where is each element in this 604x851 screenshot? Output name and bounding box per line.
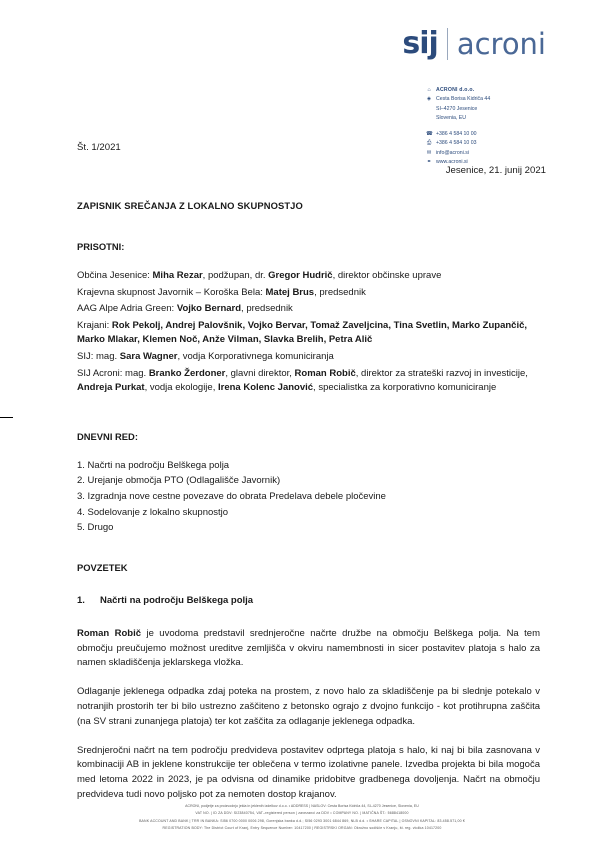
envelope-icon: ✉ [426,149,432,156]
emphasised-text: Gregor Hudrič [268,270,333,281]
company-logo [346,24,546,64]
agenda-item: 1. Načrti na področju Belškega polja [77,459,230,471]
emphasised-text: Vojko Bernard [176,303,242,315]
contact-email-row [426,149,546,158]
contact-address-row [426,95,546,104]
place-and-date: Jesenice, 21. junij 2021 [445,165,546,176]
contact-address-row3 [426,114,546,123]
agenda-item: 4. Sodelovanje z lokalno skupnostjo [77,506,229,518]
plain-text: , direktor za strateški razvoj in investicije, [355,367,528,379]
contact-phone-row [426,130,546,139]
footer-line-3: BANK ACCOUNT AND BANK | TRR IN BANKA: SI56 0700 0000 0006 298, Gorenjska banka d.d.; SI56 0293 3001 6844 869, NLB d.d. • SHARE CAPITAL | OSNOVNI KAPITAL: 83.458.571,00 € [139,818,465,823]
attendee-line [77,319,540,348]
attendee-line [77,302,540,317]
emphasised-text: Matej Brus [265,286,315,298]
contact-company-row [426,86,546,95]
plain-text: , predsednik [314,286,366,298]
plain-text: , podžupan, dr. [202,270,269,281]
emphasised-text: Roman Robič [77,627,142,639]
summary-subsection-number: 1. [77,594,85,606]
plain-text: , vodja Korporativnega komuniciranja [177,350,334,362]
agenda-item: 2. Urejanje območja PTO (Odlagališče Javornik) [77,475,281,487]
emphasised-text: Rok Pekolj, Andrej Palovšnik, Vojko Bervar, Tomaž Zaveljcina, Tina Svetlin, Marko Zupančič, Marko Mlakar, Klemen Noč, Anže Vilman, Slavka Brelih, Petra Alič [77,319,528,346]
emphasised-text: Branko Žerdoner [148,367,226,379]
plain-text: , direktor občinske uprave [332,270,442,281]
agenda-heading: DNEVNI RED: [77,430,138,442]
document-body [77,200,540,817]
footer-line-2: VAT NO. | ID ZA DDV: SI23840754, VAT–registered person | zavezanci za DDV • COMPANY NO. | MATIČNA ŠT.: 5688418000 [195,811,409,816]
sij-logo-text: sij [402,26,438,61]
plain-text: SIJ Acroni: mag. [77,367,149,379]
footer-line-1: ACRONI, podjetje za proizvodnjo jekla in jeklenih izdelkov d.o.o. • ADDRESS | NASLOV: Cesta Borisa Kidriča 44, SI–4270 Jesenice, Slovenia, EU [185,803,419,808]
summary-paragraph [77,744,540,803]
plain-text: , specialistka za korporativno komuniciranje [313,382,497,394]
acroni-logo-text: acroni [456,26,546,61]
plain-text: Krajani: [77,319,112,331]
fax-icon: ⎙ [426,140,432,147]
letterhead [346,24,546,167]
contact-block [346,86,546,167]
contact-email: info@acroni.si [436,149,469,156]
plain-text: Občina Jesenice: [77,270,153,281]
plain-text: je uvodoma predstavil srednjeročne načrte družbe na območju Belškega polja. Na tem območju preučujemo možnost ureditve zemljišča v okviru namembnosti in sicer postavitev platoja s halo za namen skladiščenja jeklarskega vložka. [77,627,540,669]
attendees-heading: PRISOTNI: [77,241,125,252]
contact-web: www.acroni.si [436,159,468,166]
home-icon: ⌂ [427,87,431,93]
emphasised-text: Andreja Purkat [77,382,145,394]
phone-icon: ☎ [426,131,433,138]
attendee-line [77,286,540,301]
contact-address-row2 [426,105,546,114]
plain-text: SIJ: mag. [77,350,120,362]
summary-subsection-heading [77,595,540,606]
attendee-line [77,269,540,284]
agenda-item: 5. Drugo [77,522,114,534]
globe-icon: ⚭ [426,159,432,166]
margin-tick-mark [0,417,13,418]
footer-line-4: REGISTRATION BODY: The District Court of Kranj, Entry Sequence Number: 10417200 | REGISTRSKI ORGAN: Okrožno sodišče v Kranju, št. reg. vložka 10417200 [162,826,442,831]
page-footer [0,803,604,833]
page-title: ZAPISNIK SREČANJA Z LOKALNO SKUPNOSTJO [77,200,303,211]
document-reference: Št. 1/2021 [77,142,121,153]
plain-text: Krajevna skupnost Javornik – Koroška Bela: [77,286,266,298]
contact-spacer [426,123,546,130]
agenda-item: 3. Izgradnja nove cestne povezave do obrata Predelava debele pločevine [77,490,386,502]
summary-subsection-title: Načrti na področju Belškega polja [100,594,254,606]
plain-text: , glavni direktor, [225,367,295,379]
contact-address-line3: Slovenia, EU [436,114,466,121]
attendee-line [77,367,540,396]
emphasised-text: Miha Rezar [152,270,203,281]
contact-phone: +386 4 584 10 00 [436,131,477,138]
emphasised-text: Irena Kolenc Janović [218,382,314,394]
emphasised-text: Roman Robič [294,367,356,379]
attendees-list [77,269,540,396]
plain-text: AAG Alpe Adria Green: [77,303,177,315]
plain-text: Srednjeročni načrt na tem področju predvideva postavitev odprtega platoja s halo, ki naj bi bila zasnovana v kombinaciji AB in jeklene konstrukcije ter oblečena v termo izolativne panele. Izvedba projekta bi bila mogoča med letoma 2022 in 2023, je pa odvisna od dinamike pridobitve gradbenega dovoljenja. Načrt na območju predvideva tudi novo poljsko pot za nemoten dostop krajanov. [77,744,540,800]
agenda-list [77,459,540,536]
contact-fax: +386 4 584 10 03 [436,140,477,147]
spacer-after-attendees [77,398,540,431]
plain-text: Odlaganje jeklenega odpadka zdaj poteka na prostem, z novo halo za skladiščenje pa bi slednje potekalo v notranjih prostorih ter bi bilo ustrezno zaščiteno z betonsko ograjo z dvojno funkcijo - kot protihrupna zaščita (na SV strani zunanjega platoja) ter kot zaščita za odlaganje jeklenega odpadka. [77,686,540,727]
summary-paragraphs [77,627,540,803]
plain-text: , predsednik [241,303,293,315]
logo-divider [447,28,448,60]
contact-address-line2: SI–4270 Jesenice [436,105,478,112]
plain-text: , vodja ekologije, [144,382,218,394]
contact-company: ACRONI d.o.o. [436,87,475,93]
spacer-after-agenda [77,537,540,562]
contact-fax-row [426,139,546,148]
location-pin-icon: ◈ [426,96,432,103]
emphasised-text: Sara Wagner [119,350,178,362]
attendee-line [77,350,540,365]
summary-paragraph [77,685,540,729]
summary-heading: POVZETEK [77,561,128,573]
summary-paragraph [77,627,540,671]
contact-address-line1: Cesta Borisa Kidriča 44 [436,96,491,103]
